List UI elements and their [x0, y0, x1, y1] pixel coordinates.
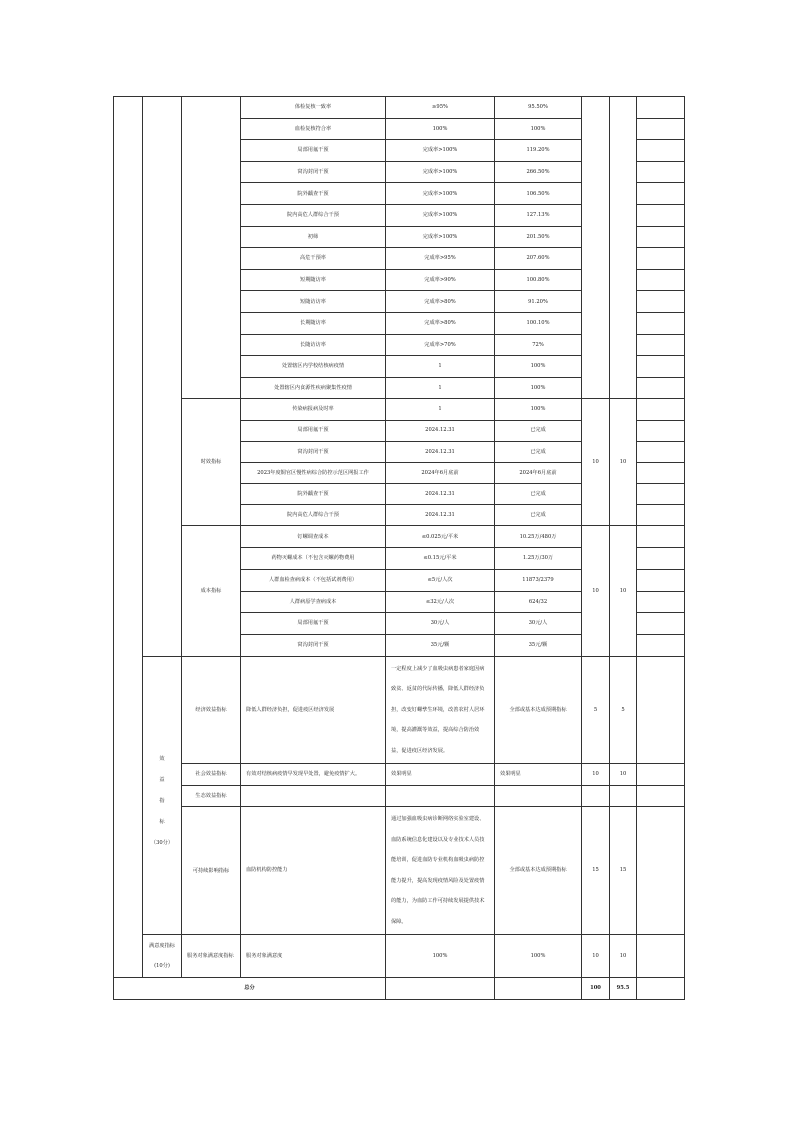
benefit-label-char: 效 — [159, 756, 165, 763]
benefit-label-char: 标 — [159, 819, 165, 826]
target-cell: 完成率>95% — [386, 248, 495, 270]
actual-cell: 106.50% — [495, 183, 582, 205]
actual-cell: 已完成 — [495, 441, 582, 462]
sub-category-cell: 经济效益指标 — [182, 656, 241, 764]
timeliness-label: 时效指标 — [182, 399, 241, 526]
target-cell: 2024.12.31 — [386, 420, 495, 441]
remark-cell — [637, 334, 685, 356]
actual-cell: 127.13% — [495, 204, 582, 226]
indicator-cell: 降低人群经济负担，促进疫区经济发展 — [241, 656, 386, 764]
level3-category-cell — [182, 97, 241, 399]
benefit-label-char: 益 — [159, 777, 165, 784]
target-cell: 1 — [386, 356, 495, 378]
actual-cell: 266.50% — [495, 161, 582, 183]
indicator-cell: 窝沟封闭干预 — [241, 161, 386, 183]
earned-cell: 10 — [610, 526, 637, 656]
remark-cell — [637, 226, 685, 248]
target-cell: ≤0.15元/平米 — [386, 548, 495, 570]
score-cell: 10 — [582, 764, 610, 786]
remark-cell — [637, 204, 685, 226]
table-row — [114, 97, 685, 119]
actual-cell: 已完成 — [495, 484, 582, 505]
indicator-cell: 长随访访率 — [241, 334, 386, 356]
earned-cell: 10 — [610, 764, 637, 786]
actual-cell: 全部或基本达成预期指标 — [495, 656, 582, 764]
actual-cell: 201.50% — [495, 226, 582, 248]
earned-cell: 5 — [610, 656, 637, 764]
indicator-cell: 院外龋查干预 — [241, 484, 386, 505]
target-cell: ≤32元/人次 — [386, 591, 495, 613]
actual-cell: 100% — [495, 118, 582, 140]
indicator-cell: 处置辖区内食源性疾病聚集性疫情 — [241, 377, 386, 399]
sub-category-cell: 社会效益指标 — [182, 764, 241, 786]
target-cell: 通过加强血吸虫病诊断网络实验室建设、血防系统信息化建设以及专业技术人员技能培训，促进血防专业机构血吸虫病防控能力提升，提高发现疫情风险及处置疫情的能力，为血防工作可持续发展提供技术保障。 — [386, 807, 495, 935]
target-cell: 完成率>90% — [386, 269, 495, 291]
indicator-cell: 人群病原学查病成本 — [241, 591, 386, 613]
indicator-cell: 长期随访率 — [241, 312, 386, 334]
satisfaction-label: 满意度指标(10分) — [143, 935, 182, 978]
remark-cell — [637, 140, 685, 162]
actual-cell: 100% — [495, 399, 582, 420]
indicator-cell: 短期随访率 — [241, 269, 386, 291]
target-cell: 完成率>100% — [386, 226, 495, 248]
actual-cell: 35元/颗 — [495, 634, 582, 656]
actual-cell: 95.50% — [495, 97, 582, 119]
benefit-label-char: （30分） — [150, 840, 174, 847]
indicator-cell: 局部用氟干预 — [241, 613, 386, 635]
remark-cell — [637, 935, 685, 978]
actual-cell: 72% — [495, 334, 582, 356]
actual-cell: 效果明显 — [495, 764, 582, 786]
table-row — [114, 786, 685, 807]
remark-cell — [637, 118, 685, 140]
table-row — [114, 764, 685, 786]
indicator-cell: 处置辖区内学校结核病疫情 — [241, 356, 386, 378]
remark-cell — [637, 656, 685, 764]
target-cell: 2024.12.31 — [386, 441, 495, 462]
score-cell: 10 — [582, 399, 610, 526]
target-cell: 100% — [386, 935, 495, 978]
remark-cell — [637, 634, 685, 656]
total-score: 100 — [582, 978, 610, 1000]
score-cell: 10 — [582, 526, 610, 656]
indicator-cell: 院内高危人群综合干预 — [241, 505, 386, 526]
indicator-cell: 2023年度铜官区慢性病综合防控示范区网报工作 — [241, 462, 386, 483]
indicator-cell: 短随访访率 — [241, 291, 386, 313]
total-label: 总分 — [114, 978, 386, 1000]
indicator-cell: 有效对结核病疫情早发现早处置，避免疫情扩大。 — [241, 764, 386, 786]
actual-cell: 624/32 — [495, 591, 582, 613]
remark-cell — [637, 764, 685, 786]
target-cell: 完成率>100% — [386, 183, 495, 205]
remark-cell — [637, 484, 685, 505]
target-cell: 1 — [386, 377, 495, 399]
actual-cell: 100% — [495, 377, 582, 399]
target-cell: 效果明显 — [386, 764, 495, 786]
target-cell: ≤0.025元/平米 — [386, 526, 495, 548]
target-cell: ≥95% — [386, 97, 495, 119]
target-cell: 一定程度上减少了血吸虫病患者家庭因病致贫、返贫的代际传播，降低人群经济负担，改变钉螺孳生环境，改善农村人居环境，提高灌溉等效益，提高综合防治效益，促进疫区经济发展。 — [386, 656, 495, 764]
earned-cell — [610, 97, 637, 399]
target-cell: ≤5元/人次 — [386, 569, 495, 591]
remark-cell — [637, 978, 685, 1000]
actual-cell: 1.25万/30万 — [495, 548, 582, 570]
actual-cell: 207.60% — [495, 248, 582, 270]
remark-cell — [637, 312, 685, 334]
earned-cell: 15 — [610, 807, 637, 935]
table-row — [114, 807, 685, 935]
actual-cell: 91.20% — [495, 291, 582, 313]
cost-label: 成本指标 — [182, 526, 241, 656]
target-cell: 1 — [386, 399, 495, 420]
score-cell: 5 — [582, 656, 610, 764]
indicator-cell: 体检复核一致率 — [241, 97, 386, 119]
indicator-cell: 院内高危人群综合干预 — [241, 204, 386, 226]
level1-category-cell — [114, 97, 143, 978]
target-cell: 2024年6月底前 — [386, 462, 495, 483]
indicator-cell: 初筛 — [241, 226, 386, 248]
indicator-cell: 高危干预率 — [241, 248, 386, 270]
remark-cell — [637, 248, 685, 270]
earned-cell: 10 — [610, 399, 637, 526]
actual-cell: 100% — [495, 356, 582, 378]
remark-cell — [637, 183, 685, 205]
actual-cell: 全部或基本达成预期指标 — [495, 807, 582, 935]
target-cell: 完成率>100% — [386, 204, 495, 226]
remark-cell — [637, 441, 685, 462]
earned-cell: 10 — [610, 935, 637, 978]
indicator-cell: 药物灭螺成本（不包含灭螺药物费用 — [241, 548, 386, 570]
actual-cell: 100.10% — [495, 312, 582, 334]
performance-table — [113, 96, 685, 1000]
remark-cell — [637, 613, 685, 635]
actual-cell: 已完成 — [495, 505, 582, 526]
indicator-cell: 局部用氟干预 — [241, 420, 386, 441]
target-cell: 完成率>100% — [386, 161, 495, 183]
table-row — [114, 656, 685, 764]
actual-cell: 30元/人 — [495, 613, 582, 635]
remark-cell — [637, 97, 685, 119]
target-cell — [386, 978, 495, 1000]
indicator-cell: 血防机构防控能力 — [241, 807, 386, 935]
remark-cell — [637, 526, 685, 548]
remark-cell — [637, 786, 685, 807]
remark-cell — [637, 569, 685, 591]
actual-cell: 100.80% — [495, 269, 582, 291]
remark-cell — [637, 807, 685, 935]
table-row — [114, 526, 685, 548]
actual-cell: 2024年6月底前 — [495, 462, 582, 483]
table-row — [114, 935, 685, 978]
benefit-label-char: 指 — [159, 798, 165, 805]
indicator-cell: 窝沟封闭干预 — [241, 634, 386, 656]
target-cell: 30元/人 — [386, 613, 495, 635]
score-cell: 15 — [582, 807, 610, 935]
actual-cell: 10.25万/480万 — [495, 526, 582, 548]
indicator-cell: 人群血检查病成本（不包括试剂费用） — [241, 569, 386, 591]
target-cell: 完成率>80% — [386, 291, 495, 313]
score-cell — [582, 97, 610, 399]
indicator-cell: 院外龋查干预 — [241, 183, 386, 205]
target-cell: 2024.12.31 — [386, 484, 495, 505]
table-row — [114, 399, 685, 420]
target-cell: 完成率>100% — [386, 140, 495, 162]
total-earned: 95.5 — [610, 978, 637, 1000]
score-cell — [582, 786, 610, 807]
remark-cell — [637, 420, 685, 441]
score-cell: 10 — [582, 935, 610, 978]
target-cell: 完成率>70% — [386, 334, 495, 356]
indicator-cell — [241, 786, 386, 807]
indicator-cell: 血检复核符合率 — [241, 118, 386, 140]
target-cell — [386, 786, 495, 807]
remark-cell — [637, 505, 685, 526]
sub-category-cell: 服务对象满意度指标 — [182, 935, 241, 978]
remark-cell — [637, 399, 685, 420]
remark-cell — [637, 291, 685, 313]
actual-cell: 11873/2379 — [495, 569, 582, 591]
remark-cell — [637, 161, 685, 183]
indicator-cell: 局部用氟干预 — [241, 140, 386, 162]
indicator-cell: 传染病报病及时率 — [241, 399, 386, 420]
actual-cell: 119.20% — [495, 140, 582, 162]
actual-cell — [495, 978, 582, 1000]
target-cell: 100% — [386, 118, 495, 140]
target-cell: 完成率>80% — [386, 312, 495, 334]
remark-cell — [637, 269, 685, 291]
remark-cell — [637, 356, 685, 378]
indicator-cell: 服务对象满意度 — [241, 935, 386, 978]
indicator-cell: 窝沟封闭干预 — [241, 441, 386, 462]
sub-category-cell: 可持续影响指标 — [182, 807, 241, 935]
benefit-label — [143, 656, 182, 935]
actual-cell — [495, 786, 582, 807]
target-cell: 35元/颗 — [386, 634, 495, 656]
remark-cell — [637, 548, 685, 570]
earned-cell — [610, 786, 637, 807]
level2-category-cell — [143, 97, 182, 657]
table-row — [114, 978, 685, 1000]
target-cell: 2024.12.31 — [386, 505, 495, 526]
actual-cell: 已完成 — [495, 420, 582, 441]
remark-cell — [637, 377, 685, 399]
remark-cell — [637, 462, 685, 483]
actual-cell: 100% — [495, 935, 582, 978]
indicator-cell: 钉螺调查成本 — [241, 526, 386, 548]
sub-category-cell: 生态效益指标 — [182, 786, 241, 807]
remark-cell — [637, 591, 685, 613]
